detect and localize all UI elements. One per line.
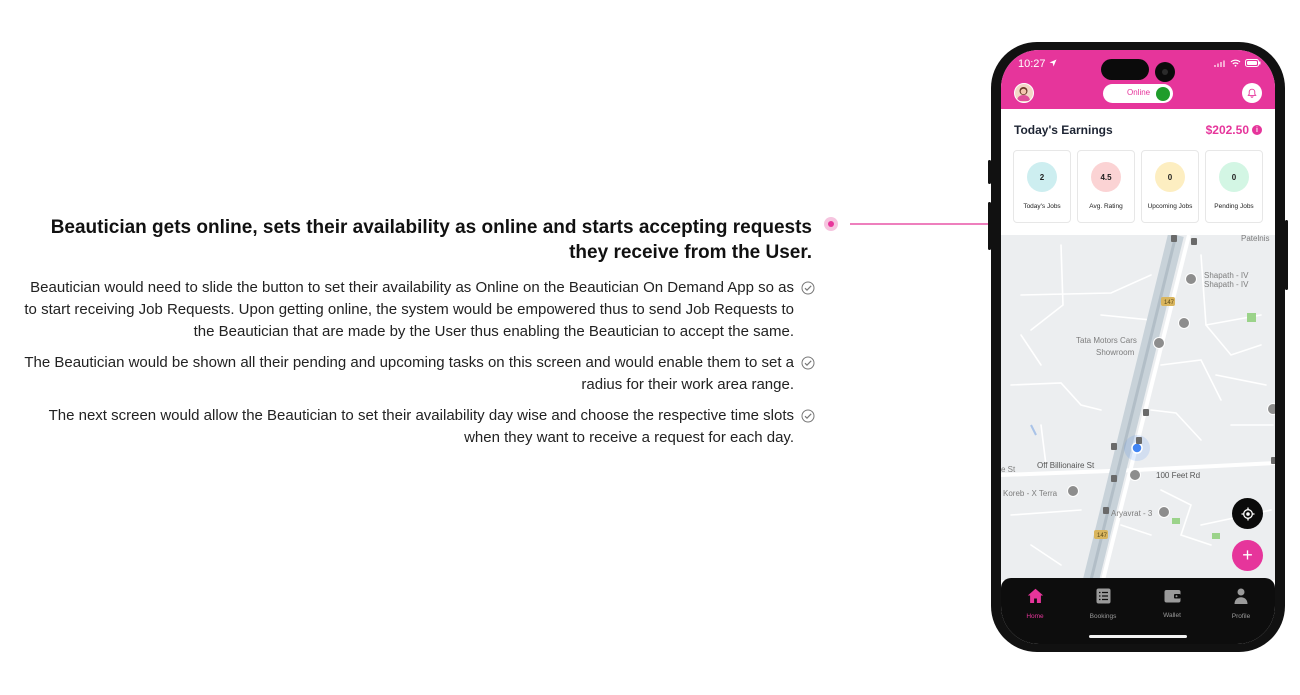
camera-icon [1155, 62, 1175, 82]
tab-label: Bookings [1089, 613, 1117, 620]
online-toggle-knob [1156, 87, 1170, 101]
stat-value: 0 [1155, 162, 1185, 192]
earnings-amount: $202.50 i [1206, 123, 1262, 137]
map-label: Off Billionaire St [1037, 461, 1095, 470]
tab-label: Profile [1231, 613, 1251, 620]
stats-row [1013, 150, 1263, 223]
feature-point [10, 405, 815, 449]
my-location-button[interactable] [1232, 498, 1263, 529]
earnings-title: Today's Earnings [1014, 123, 1113, 137]
feature-point-text: The next screen would allow the Beautician to set their availability day wise and choose the respective time slots when they want to receive a request for each day. [48, 407, 794, 446]
add-button[interactable] [1232, 540, 1263, 571]
signal-icon [1214, 59, 1226, 67]
dynamic-island [1101, 59, 1149, 80]
phone-side-button [988, 202, 991, 250]
feature-point [10, 352, 815, 396]
battery-icon [1245, 59, 1261, 67]
map-label: Aryavrat - 3 [1111, 509, 1153, 518]
map-label: Shapath - IV [1204, 280, 1249, 289]
map-label: e St [1001, 465, 1016, 474]
map-label: Tata Motors Cars [1076, 336, 1137, 345]
app-header [1001, 50, 1275, 109]
check-circle-icon [801, 356, 815, 370]
check-circle-icon [801, 281, 815, 295]
location-arrow-icon [1049, 59, 1057, 67]
stat-value: 0 [1219, 162, 1249, 192]
map-label: Patelnis [1241, 235, 1270, 243]
feature-heading: Beautician gets online, sets their availability as online and starts accepting requests they receive from the User. [50, 217, 812, 263]
feature-point-text: Beautician would need to slide the button to set their availability as Online on the Beautician On Demand App so as to start receiving Job Requests. Upon getting online, the system would be empowered thus to send Job Requests to the Beautician that are made by the User thus enabling the Beautician to accept the same. [24, 279, 794, 340]
user-photo-icon [1015, 84, 1032, 101]
stat-label: Pending Jobs [1214, 203, 1254, 210]
connector-line [850, 223, 990, 225]
map-label: Koreb - X Terra [1003, 489, 1058, 498]
stat-card-todays-jobs[interactable] [1013, 150, 1071, 223]
road-shield: 147 [1164, 300, 1175, 306]
phone-side-button [988, 160, 991, 184]
stat-value: 4.5 [1091, 162, 1121, 192]
feature-point [10, 277, 815, 343]
home-indicator[interactable] [1089, 635, 1187, 638]
notification-button[interactable] [1242, 83, 1262, 103]
phone-side-button [1285, 220, 1288, 290]
info-icon[interactable]: i [1252, 125, 1262, 135]
stat-card-pending-jobs[interactable] [1205, 150, 1263, 223]
tab-bookings[interactable] [1069, 588, 1137, 620]
map-label: 100 Feet Rd [1156, 471, 1201, 480]
bell-icon [1247, 88, 1257, 98]
stat-value: 2 [1027, 162, 1057, 192]
tab-label: Wallet [1163, 612, 1181, 619]
wallet-icon [1164, 588, 1181, 603]
map-label: Shapath - IV [1204, 271, 1249, 280]
stat-label: Upcoming Jobs [1147, 203, 1193, 210]
stat-label: Avg. Rating [1089, 203, 1123, 210]
feature-points [10, 277, 815, 449]
status-icons [1214, 59, 1261, 67]
feature-description [10, 215, 815, 458]
stat-label: Today's Jobs [1023, 203, 1061, 210]
earnings-section [1001, 109, 1275, 235]
online-toggle-label: Online [1127, 88, 1151, 97]
check-circle-icon [801, 409, 815, 423]
feature-point-text: The Beautician would be shown all their pending and upcoming tasks on this screen and would enable them to set a radius for their work area range. [24, 354, 794, 393]
stat-card-upcoming-jobs[interactable] [1141, 150, 1199, 223]
stat-card-avg-rating[interactable] [1077, 150, 1135, 223]
wifi-icon [1230, 59, 1241, 67]
map-view[interactable] [1001, 235, 1275, 580]
road-shield: 147 [1097, 533, 1108, 539]
tab-wallet[interactable] [1138, 588, 1206, 619]
connector-dot [824, 217, 838, 231]
tab-label: Home [1026, 613, 1044, 620]
tab-profile[interactable] [1207, 588, 1275, 620]
map-label: Showroom [1096, 348, 1135, 357]
crosshair-icon [1241, 507, 1255, 521]
profile-icon [1234, 588, 1248, 604]
bottom-tab-bar [1001, 578, 1275, 644]
map-canvas [1001, 235, 1275, 580]
online-toggle[interactable] [1103, 84, 1173, 103]
home-icon [1027, 588, 1044, 604]
plus-icon: + [1242, 545, 1253, 565]
bookings-icon [1096, 588, 1111, 604]
phone-frame [991, 42, 1285, 652]
phone-screen [1001, 50, 1275, 644]
tab-home[interactable] [1001, 588, 1069, 620]
status-time: 10:27 [1018, 58, 1057, 70]
avatar[interactable] [1014, 83, 1034, 103]
